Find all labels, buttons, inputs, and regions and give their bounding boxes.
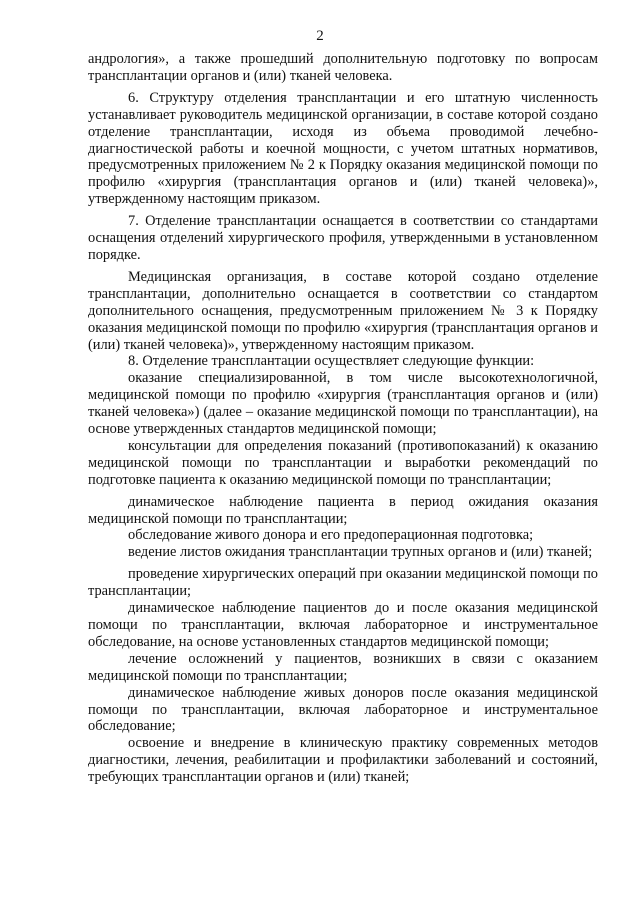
function-item: консультации для определения показаний (противопоказаний) к оказанию медицинской помощи по трансплантации и выработки рекомендаций по подготовке пациента к оказанию медицинской помощи по трансплантации; — [88, 437, 598, 488]
paragraph-item-6: 6. Структуру отделения трансплантации и его штатную численность устанавливает руководитель медицинской организации, в составе которой создано отделение трансплантации, исходя из объема проводимой лечебно-диагностической работы и коечной мощности, с учетом штатных нормативов, предусмотренных приложением № 2 к Порядку оказания медицинской помощи по профилю «хирургия (трансплантация органов и (или) тканей человека)», утвержденному настоящим приказом. — [88, 89, 598, 208]
paragraph-item-8: 8. Отделение трансплантации осуществляет следующие функции: — [128, 353, 535, 370]
function-item: динамическое наблюдение живых доноров после оказания медицинской помощи по трансплантации, включая лабораторное и инструментальное обследование; — [88, 684, 598, 735]
function-item: обследование живого донора и его предоперационная подготовка; — [128, 527, 534, 544]
function-item: освоение и внедрение в клиническую практику современных методов диагностики, лечения, реабилитации и профилактики заболеваний и состояний, требующих трансплантации органов и (или) тканей; — [88, 735, 598, 786]
function-item: лечение осложнений у пациентов, возникших в связи с оказанием медицинской помощи по трансплантации; — [88, 650, 598, 684]
paragraph-item-7: 7. Отделение трансплантации оснащается в соответствии со стандартами оснащения отделений хирургического профиля, утвержденными в установленном порядке. — [88, 213, 598, 263]
page-number: 2 — [316, 28, 324, 44]
function-item: проведение хирургических операций при оказании медицинской помощи по трансплантации; — [88, 566, 598, 600]
document-body — [88, 51, 598, 786]
function-item: ведение листов ожидания трансплантации трупных органов и (или) тканей; — [128, 544, 593, 561]
function-item: оказание специализированной, в том числе высокотехнологичной, медицинской помощи по профилю «хирургия (трансплантация органов и (или) тканей человека») (далее – оказание медицинской помощи по трансплантации), на основе утвержденных стандартов медицинской помощи; — [88, 370, 598, 438]
paragraph-additional-equipment: Медицинская организация, в составе которой создано отделение трансплантации, дополнительно оснащается в соответствии со стандартом дополнительного оснащения, предусмотренным приложением № 3 к Порядку оказания медицинской помощи по профилю «хирургия (трансплантация органов и (или) тканей человека)», утвержденному настоящим приказом. — [88, 268, 598, 353]
function-item: динамическое наблюдение пациента в период ожидания оказания медицинской помощи по трансплантации; — [88, 493, 598, 527]
paragraph-continuation: андрология», а также прошедший дополнительную подготовку по вопросам трансплантации органов и (или) тканей человека. — [88, 51, 598, 84]
function-item: динамическое наблюдение пациентов до и после оказания медицинской помощи по трансплантации, включая лабораторное и инструментальное обследование, на основе установленных стандартов медицинской помощи; — [88, 600, 598, 650]
